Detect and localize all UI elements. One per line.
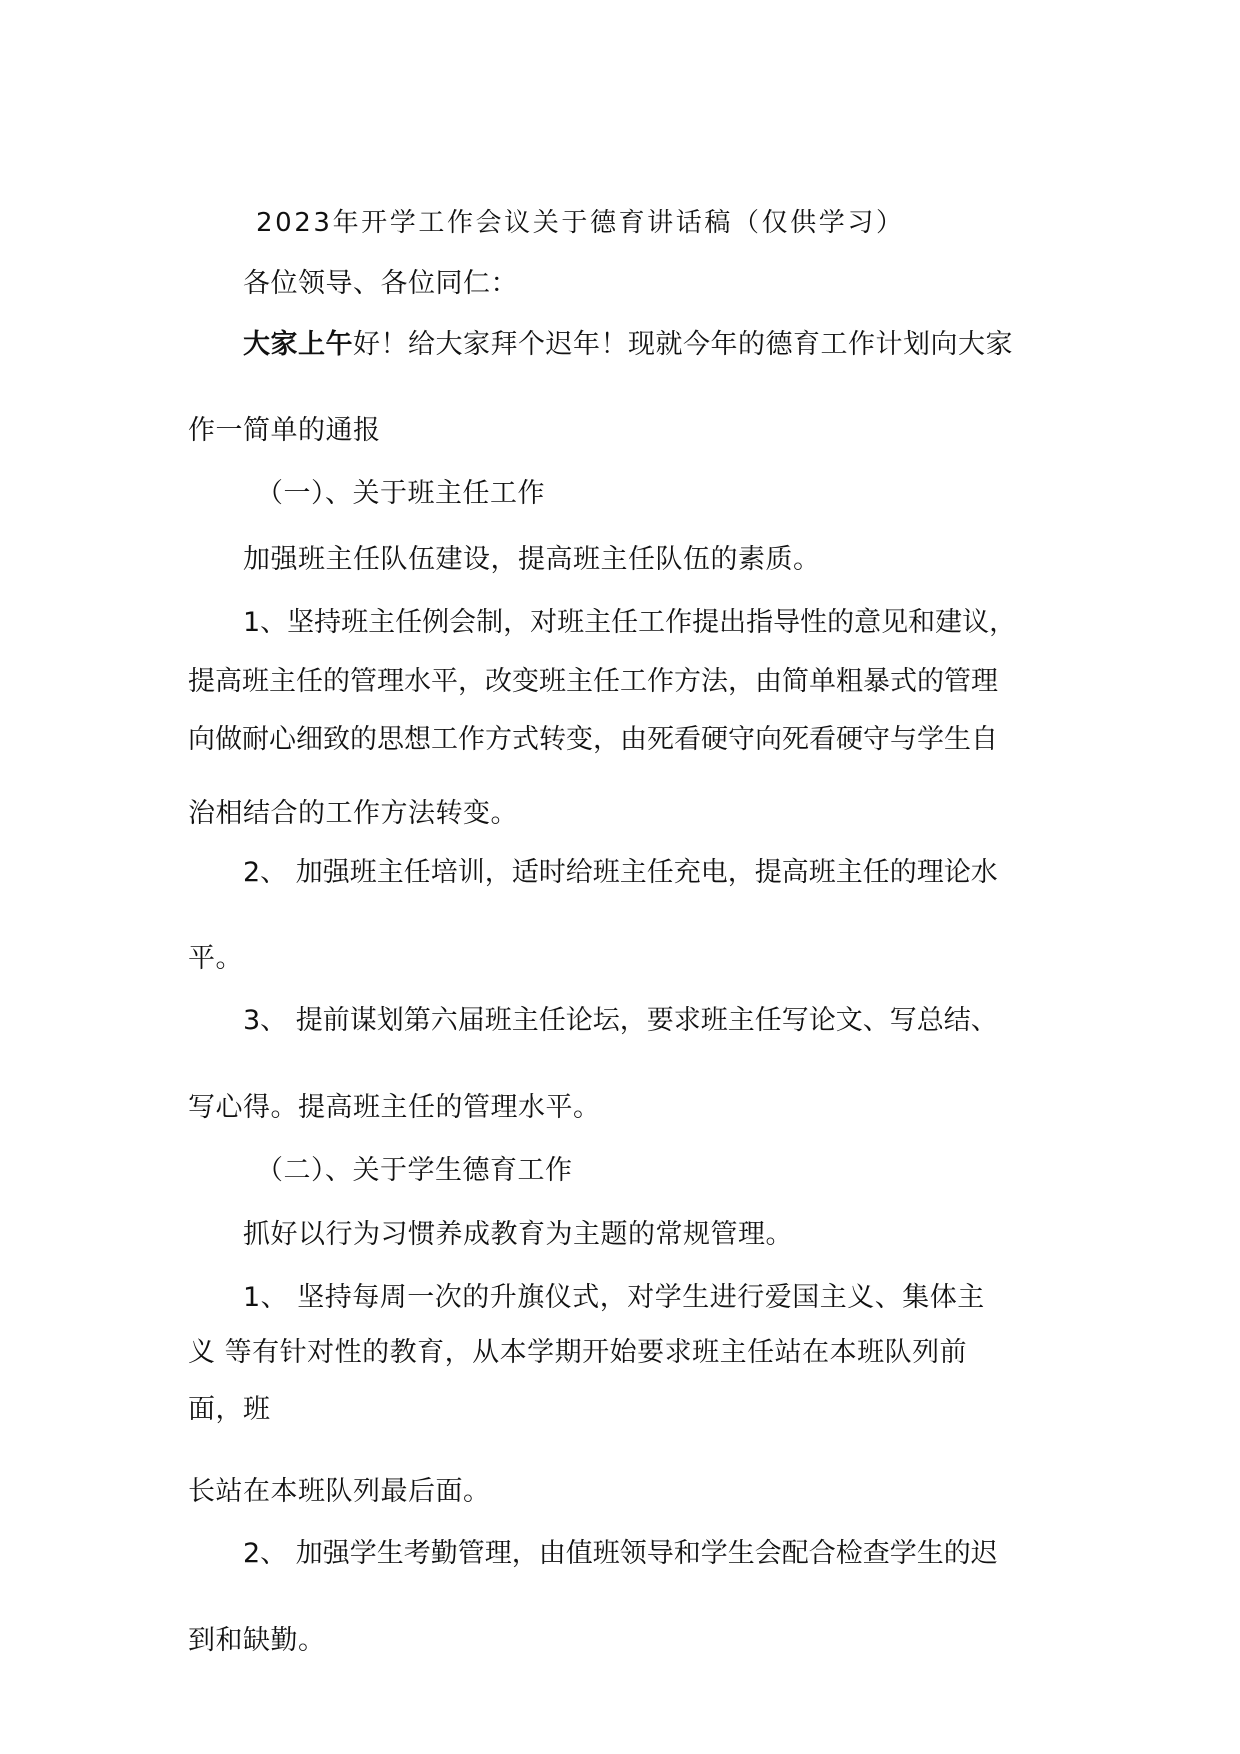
- opening-bold-text: 大家上午: [243, 329, 353, 360]
- opening-text: 好！给大家拜个迟年！现就今年的德育工作计划向大家: [353, 329, 1013, 360]
- section-2-item-1-line-1: 1、 坚持每周一次的升旗仪式，对学生进行爱国主义、集体主: [243, 1282, 985, 1313]
- opening-line-2: 作一简单的通报: [188, 415, 381, 446]
- section-1-item-1-line-3: 向做耐心细致的思想工作方式转变，由死看硬守向死看硬守与学生自: [188, 724, 998, 755]
- section-2-intro: 抓好以行为习惯养成教育为主题的常规管理。: [243, 1219, 793, 1250]
- section-1-heading: （一）、关于班主任工作: [256, 478, 545, 509]
- section-2-item-2-line-2: 到和缺勤。: [188, 1625, 326, 1656]
- section-2-item-1-line-2: 义 等有针对性的教育，从本学期开始要求班主任站在本班队列前: [188, 1337, 968, 1368]
- section-2-item-2-line-1: 2、 加强学生考勤管理，由值班领导和学生会配合检查学生的迟: [243, 1538, 998, 1569]
- section-1-intro: 加强班主任队伍建设，提高班主任队伍的素质。: [243, 544, 821, 575]
- section-1-item-3-line-2: 写心得。提高班主任的管理水平。: [188, 1092, 601, 1123]
- section-1-item-1-line-1: 1、坚持班主任例会制，对班主任工作提出指导性的意见和建议，: [243, 607, 1017, 638]
- opening-line-1: [243, 327, 1013, 363]
- section-1-item-3-line-1: 3、 提前谋划第六届班主任论坛，要求班主任写论文、写总结、: [243, 1005, 998, 1036]
- section-1-item-2-line-1: 2、 加强班主任培训，适时给班主任充电，提高班主任的理论水: [243, 857, 998, 888]
- section-1-item-1-line-2: 提高班主任的管理水平，改变班主任工作方法，由简单粗暴式的管理: [188, 666, 998, 697]
- section-2-item-1-line-4: 长站在本班队列最后面。: [188, 1476, 491, 1507]
- section-2-heading: （二）、关于学生德育工作: [256, 1155, 573, 1186]
- section-1-item-1-line-4: 治相结合的工作方法转变。: [188, 798, 518, 829]
- section-1-item-2-line-2: 平。: [188, 943, 243, 974]
- greeting: 各位领导、各位同仁：: [243, 268, 518, 299]
- section-2-item-1-line-3: 面，班: [188, 1394, 271, 1425]
- document-title: 2023年开学工作会议关于德育讲话稿（仅供学习）: [256, 208, 905, 238]
